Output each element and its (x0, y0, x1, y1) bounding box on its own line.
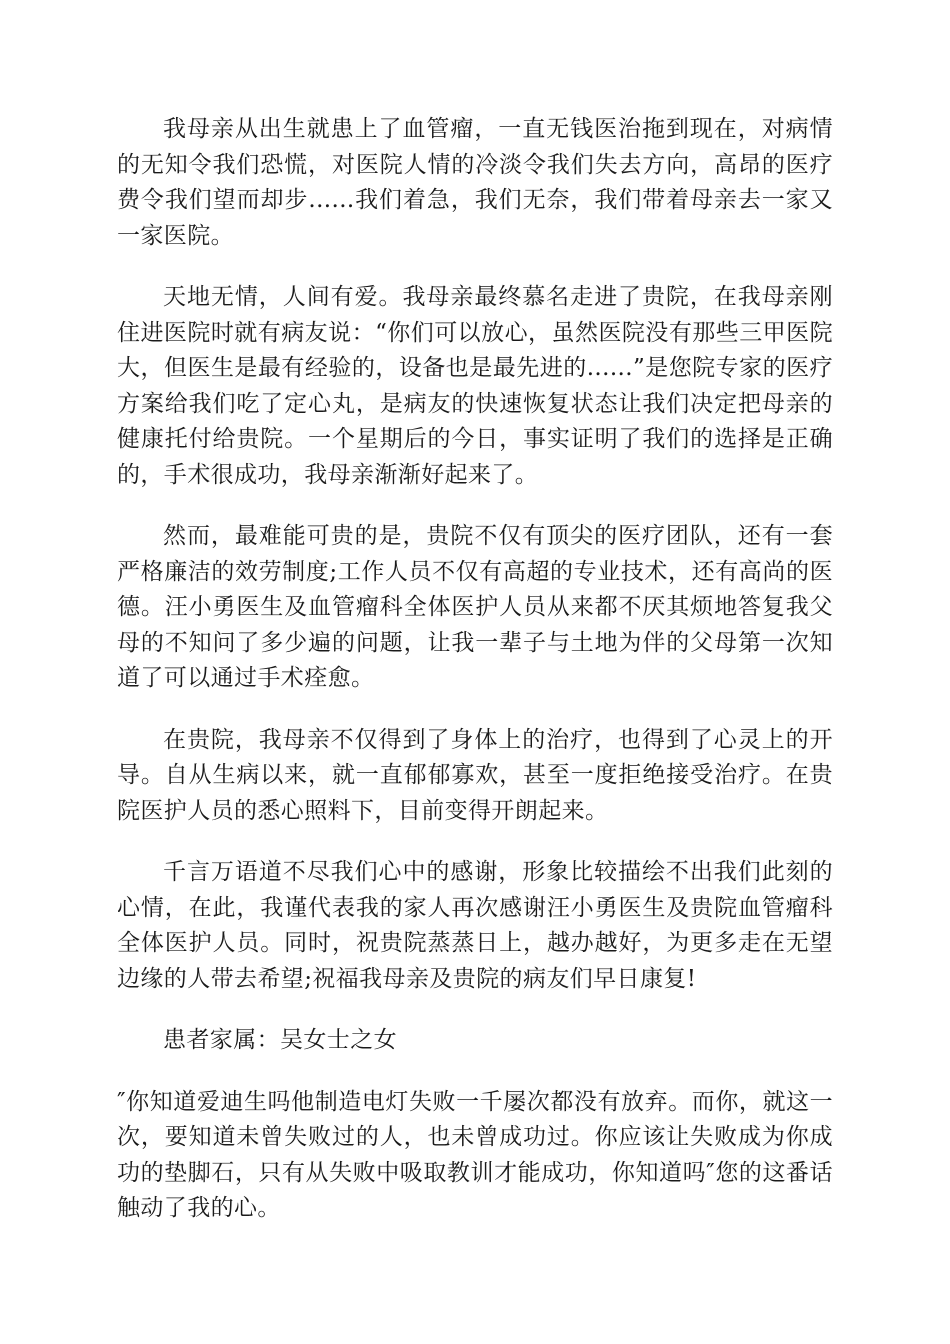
signature-line: 患者家属：吴女士之女 (163, 1027, 397, 1053)
paragraph-4: 在贵院，我母亲不仅得到了身体上的治疗，也得到了心灵上的开导。自从生病以来，就一直郁郁寡欢，甚至一度拒绝接受治疗。在贵院医护人员的悉心照料下，目前变得开朗起来。 (117, 726, 833, 824)
paragraph-2: 天地无情，人间有爱。我母亲最终慕名走进了贵院，在我母亲刚住进医院时就有病友说：“你们可以放心，虽然医院没有那些三甲医院大，但医生是最有经验的，设备也是最先进的......”是您院专家的医疗方案给我们吃了定心丸，是病友的快速恢复状态让我们决定把母亲的健康托付给贵院。一个星期后的今日，事实证明了我们的选择是正确的，手术很成功，我母亲渐渐好起来了。 (117, 284, 833, 488)
document-page (117, 112, 833, 1253)
paragraph-1: 我母亲从出生就患上了血管瘤，一直无钱医治拖到现在，对病情的无知令我们恐慌，对医院人情的冷淡令我们失去方向，高昂的医疗费令我们望而却步......我们着急，我们无奈，我们带着母亲去一家又一家医院。 (117, 116, 833, 249)
paragraph-3: 然而，最难能可贵的是，贵院不仅有顶尖的医疗团队，还有一套严格廉洁的效劳制度;工作人员不仅有高超的专业技术，还有高尚的医德。汪小勇医生及血管瘤科全体医护人员从来都不厌其烦地答复我父母的不知问了多少遍的问题，让我一辈子与土地为伴的父母第一次知道了可以通过手术痊愈。 (117, 523, 833, 691)
quote-paragraph: ″你知道爱迪生吗他制造电灯失败一千屡次都没有放弃。而你，就这一次，要知道未曾失败过的人，也未曾成功过。你应该让失败成为你成功的垫脚石，只有从失败中吸取教训才能成功，你知道吗″您的这番话触动了我的心。 (117, 1088, 833, 1221)
paragraph-5: 千言万语道不尽我们心中的感谢，形象比较描绘不出我们此刻的心情，在此，我谨代表我的家人再次感谢汪小勇医生及贵院血管瘤科全体医护人员。同时，祝贵院蒸蒸日上，越办越好，为更多走在无望边缘的人带去希望;祝福我母亲及贵院的病友们早日康复! (117, 859, 833, 992)
